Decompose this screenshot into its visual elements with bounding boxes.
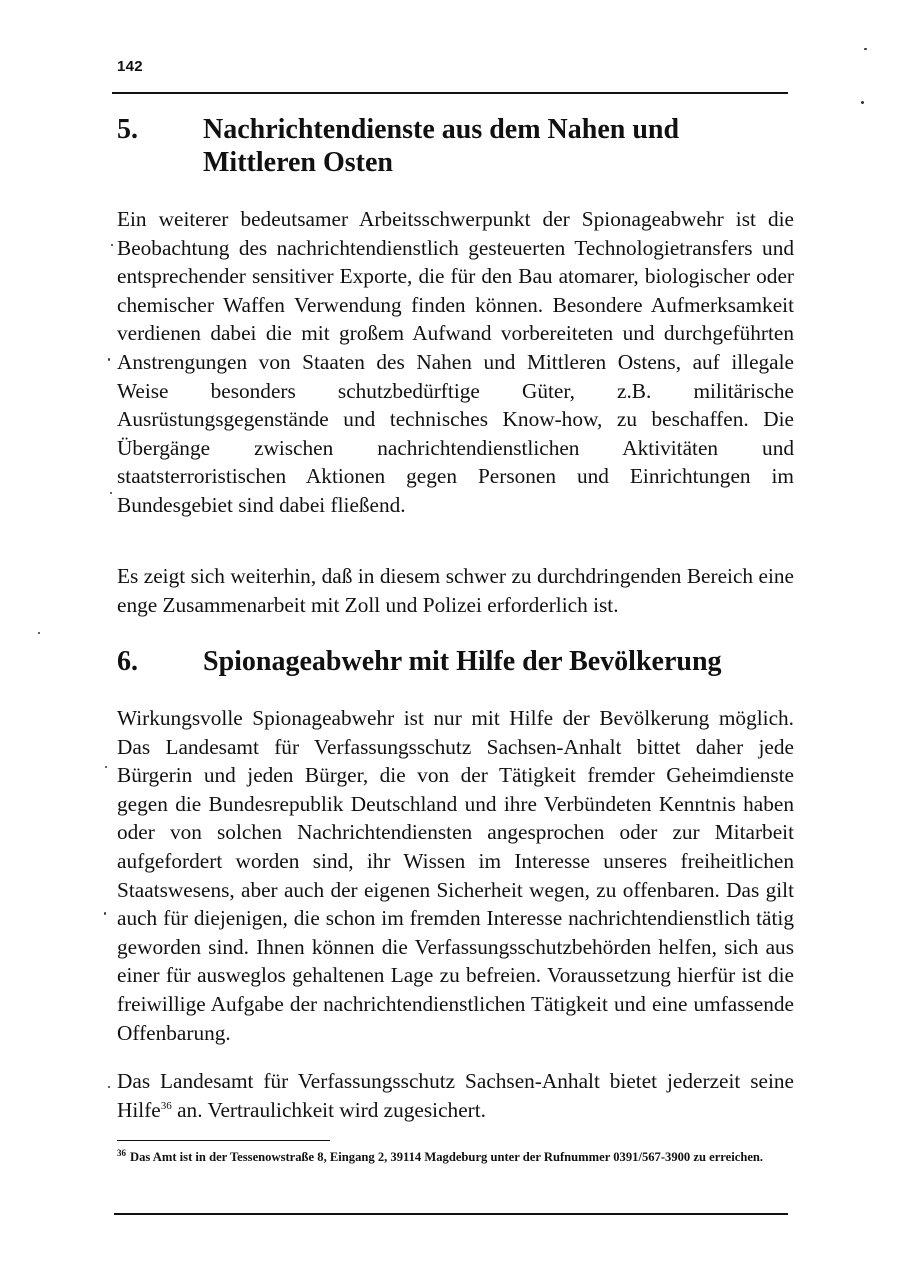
body-paragraph bbox=[117, 1067, 794, 1124]
section-title: Spionageabwehr mit Hilfe der Bevölkerung bbox=[203, 646, 722, 677]
scan-speck bbox=[105, 766, 107, 768]
footnote bbox=[117, 1149, 797, 1166]
section-heading-6 bbox=[117, 645, 777, 681]
footnote-text: Das Amt ist in der Tessenowstraße 8, Eingang 2, 39114 Magdeburg unter der Rufnummer 0391/567-3900 zu erreichen. bbox=[130, 1150, 764, 1164]
paragraph-text: an. Vertraulichkeit wird zugesichert. bbox=[171, 1097, 486, 1122]
paragraph-text: Das Landesamt für Verfassungsschutz Sachsen-Anhalt bietet jederzeit seine Hilfe bbox=[117, 1069, 794, 1122]
scan-speck bbox=[111, 244, 113, 246]
scan-speck bbox=[110, 492, 112, 494]
scan-speck bbox=[861, 101, 864, 104]
scan-speck bbox=[38, 632, 40, 634]
header-rule bbox=[112, 92, 788, 94]
footnote-mark: 36 bbox=[117, 1147, 126, 1158]
footnote-reference: 36 bbox=[160, 1099, 172, 1112]
section-heading-5 bbox=[117, 113, 777, 183]
body-paragraph: Wirkungsvolle Spionageabwehr ist nur mit Hilfe der Bevölkerung möglich. Das Landesamt für Verfassungsschutz Sachsen-Anhalt bittet daher jede Bürgerin und jeden Bürger, die von der Tätigkeit fremder Geheimdienste gegen die Bundesrepublik Deutschland und ihre Verbündeten Kenntnis haben oder von solchen Nachrichtendiensten angesprochen oder zur Mitarbeit aufgefordert worden sind, ihr Wissen im Interesse unseres freiheitlichen Staatswesens, aber auch der eigenen Sicherheit wegen, zu offenbaren. Das gilt auch für diejenigen, die schon im fremden Interesse nachrichtendienstlich tätig geworden sind. Ihnen können die Verfassungsschutzbehörden helfen, sich aus einer für ausweglos gehaltenen Lage zu befreien. Voraussetzung hierfür ist die freiwillige Aufgabe der nachrichtendienstlichen Tätigkeit und eine umfassende Offenbarung. bbox=[117, 706, 794, 1045]
scan-speck bbox=[108, 1086, 110, 1088]
page-number: 142 bbox=[117, 58, 143, 75]
section-title: Nachrichtendienste aus dem Nahen und Mittleren Osten bbox=[203, 114, 680, 178]
body-paragraph: Es zeigt sich weiterhin, daß in diesem schwer zu durchdringenden Bereich eine enge Zusammenarbeit mit Zoll und Polizei erforderlich ist. bbox=[117, 564, 794, 617]
section-number: 6. bbox=[117, 646, 138, 677]
scan-speck bbox=[104, 912, 106, 915]
footer-rule bbox=[114, 1213, 788, 1215]
scan-speck bbox=[108, 358, 110, 361]
scan-speck bbox=[864, 48, 867, 50]
section-number: 5. bbox=[117, 114, 138, 145]
body-paragraph: Ein weiterer bedeutsamer Arbeitsschwerpunkt der Spionageabwehr ist die Beobachtung des nachrichtendienstlich gesteuerten Technologietransfers und entsprechender sensitiver Exporte, die für den Bau atomarer, biologischer oder chemischer Waffen Verwendung finden können. Besondere Aufmerksamkeit verdienen dabei die mit großem Aufwand vorbereiteten und durchgeführten Anstrengungen von Staaten des Nahen und Mittleren Ostens, auf illegale Weise besonders schutzbedürftige Güter, z.B. militärische Ausrüstungsgegenstände und technisches Know-how, zu beschaffen. Die Übergänge zwischen nachrichtendienstlichen Aktivitäten und staatsterroristischen Aktionen gegen Personen und Einrichtungen im Bundesgebiet sind dabei fließend. bbox=[117, 207, 794, 517]
footnote-separator bbox=[117, 1140, 330, 1141]
